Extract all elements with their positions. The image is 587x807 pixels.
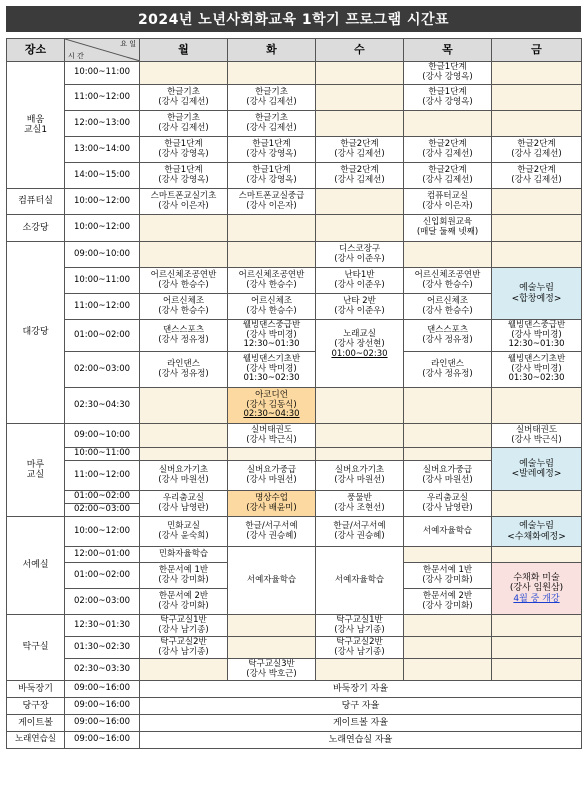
cell-class: 탁구교실2반 (강사 남기종) [316, 637, 404, 659]
cell-class: 어르신체조공연반 (강사 한승수) [228, 268, 316, 294]
cell-empty [228, 242, 316, 268]
cell-wellbeing-jung [228, 320, 316, 352]
class-name: 아코디언 [255, 389, 288, 400]
time-cell: 10:00~12:00 [65, 215, 140, 242]
cell-empty [140, 448, 228, 461]
class-teacher: (강사 장선현) [334, 338, 385, 349]
time-cell: 02:00~03:00 [65, 589, 140, 615]
cell-accordion [228, 388, 316, 424]
cell-class: 한글기초 (강사 김제선) [228, 111, 316, 137]
place-danggu: 당구장 [7, 698, 65, 715]
time-cell: 09:00~10:00 [65, 424, 140, 448]
place-baeum: 배움 교실1 [7, 62, 65, 189]
place-seoye: 서예실 [7, 517, 65, 615]
cell-class: 한글2단계 (강사 김제선) [492, 163, 582, 189]
time-cell: 11:00~12:00 [65, 85, 140, 111]
cell-danggu-jayul: 당구 자율 [140, 698, 582, 715]
cell-empty [228, 215, 316, 242]
header-yoil: 요 일 [120, 40, 136, 48]
cell-class: 탁구교실1반 (강사 남기종) [140, 615, 228, 637]
header-day-wed: 수 [316, 39, 404, 62]
cell-empty [404, 424, 492, 448]
time-cell: 11:00~12:00 [65, 461, 140, 491]
cell-class: 어르신체조 (강사 한승수) [228, 294, 316, 320]
cell-class: 실버태권도 (강사 박근식) [492, 424, 582, 448]
time-cell: 01:00~02:00 [65, 491, 140, 504]
cell-empty [492, 615, 582, 637]
cell-class: 서예자율학습 [228, 547, 316, 615]
cell-gateball-jayul: 게이트볼 자율 [140, 715, 582, 732]
cell-empty [140, 242, 228, 268]
class-open-date: 4월 중 개강 [513, 593, 560, 604]
cell-class: 댄스스포츠 (강사 정유정) [404, 320, 492, 352]
cell-class: 탁구교실2반 (강사 남기종) [140, 637, 228, 659]
cell-class: 실버요가기초 (강사 마원선) [316, 461, 404, 491]
cell-empty [492, 215, 582, 242]
table-row [7, 517, 582, 547]
cell-empty [404, 448, 492, 461]
cell-empty [228, 637, 316, 659]
place-baduk: 바둑장기 [7, 681, 65, 698]
cell-yesul-sucha: 예술누림 <수채화예정> [492, 517, 582, 547]
cell-class: 실버요가중급 (강사 마원선) [228, 461, 316, 491]
cell-class: 한글기초 (강사 김제선) [228, 85, 316, 111]
time-cell: 12:00~01:00 [65, 547, 140, 563]
cell-empty [140, 424, 228, 448]
time-cell: 09:00~16:00 [65, 715, 140, 732]
cell-empty [492, 388, 582, 424]
class-time: 12:30~01:30 [508, 339, 565, 350]
cell-class: 어르신체조공연반 (강사 한승수) [404, 268, 492, 294]
cell-class: 우리춤교실 (강사 남영란) [404, 491, 492, 517]
place-norae: 노래연습실 [7, 732, 65, 749]
cell-empty [404, 111, 492, 137]
cell-empty [140, 215, 228, 242]
cell-empty [228, 62, 316, 85]
class-name: 명상수업 [255, 492, 288, 503]
time-cell: 09:00~16:00 [65, 681, 140, 698]
class-teacher: (강사 김동식) [246, 399, 297, 410]
table-row [7, 388, 582, 424]
cell-empty [492, 637, 582, 659]
class-name: 웰빙댄스중급반 [242, 319, 301, 330]
time-cell: 14:00~15:00 [65, 163, 140, 189]
time-cell: 11:00~12:00 [65, 294, 140, 320]
cell-class: 실버요가중급 (강사 마원선) [404, 461, 492, 491]
place-maru: 마루 교실 [7, 424, 65, 517]
cell-empty [404, 659, 492, 681]
cell-class: 한글2단계 (강사 김제선) [316, 163, 404, 189]
place-sogangdang: 소강당 [7, 215, 65, 242]
cell-norae-gyosil [316, 320, 404, 388]
page-title: 2024년 노년사회화교육 1학기 프로그램 시간표 [6, 6, 581, 32]
place-computer: 컴퓨터실 [7, 189, 65, 215]
time-cell: 10:00~11:00 [65, 62, 140, 85]
table-row [7, 698, 582, 715]
class-name: 웰빙댄스기초반 [242, 353, 301, 364]
cell-empty [140, 659, 228, 681]
table-row [7, 681, 582, 698]
cell-baduk-jayul: 바둑장기 자율 [140, 681, 582, 698]
time-cell: 13:00~14:00 [65, 137, 140, 163]
table-row [7, 615, 582, 637]
cell-class: 한글1단계 (강사 강영옥) [404, 62, 492, 85]
time-cell: 01:00~02:00 [65, 563, 140, 589]
time-cell: 09:00~16:00 [65, 698, 140, 715]
class-teacher: (강사 박미경) [511, 329, 562, 340]
cell-class: 민화교실 (강사 윤숙희) [140, 517, 228, 547]
class-teacher: (강사 임원삼) [509, 583, 564, 594]
header-row [7, 39, 582, 62]
cell-class: 한문서예 2반 (강사 강미화) [404, 589, 492, 615]
cell-class: 한글기초 (강사 김제선) [140, 111, 228, 137]
header-day-mon: 월 [140, 39, 228, 62]
cell-empty [492, 85, 582, 111]
cell-empty [316, 85, 404, 111]
cell-class: 어르신체조공연반 (강사 한승수) [140, 268, 228, 294]
cell-class: 한글2단계 (강사 김제선) [404, 137, 492, 163]
class-time: 12:30~01:30 [243, 339, 300, 350]
cell-class: 한글2단계 (강사 김제선) [404, 163, 492, 189]
cell-empty [316, 388, 404, 424]
schedule-table [6, 38, 582, 749]
time-cell: 09:00~10:00 [65, 242, 140, 268]
cell-class: 한글1단계 (강사 강영옥) [140, 137, 228, 163]
cell-class: 한글/서구서예 (강사 권승혜) [228, 517, 316, 547]
cell-class: 실버요가기초 (강사 마원선) [140, 461, 228, 491]
cell-myeongsang [228, 491, 316, 517]
header-day-thu: 목 [404, 39, 492, 62]
cell-empty [316, 111, 404, 137]
cell-class: 한글1단계 (강사 강영옥) [228, 137, 316, 163]
cell-empty [404, 637, 492, 659]
table-row [7, 352, 582, 388]
cell-empty [492, 111, 582, 137]
header-diagonal [65, 39, 140, 62]
cell-empty [228, 448, 316, 461]
cell-empty [404, 547, 492, 563]
cell-empty [404, 388, 492, 424]
cell-empty [316, 424, 404, 448]
time-cell: 10:00~11:00 [65, 448, 140, 461]
cell-empty [316, 189, 404, 215]
table-row [7, 659, 582, 681]
table-row [7, 715, 582, 732]
time-cell: 02:00~03:00 [65, 352, 140, 388]
header-sigan: 시 간 [68, 51, 84, 60]
cell-class: 라인댄스 (강사 정유정) [404, 352, 492, 388]
cell-class: 스마트폰교실기초 (강사 이은자) [140, 189, 228, 215]
cell-class: 디스코장구 (강사 이준우) [316, 242, 404, 268]
cell-class: 어르신체조 (강사 한승수) [140, 294, 228, 320]
cell-class: 한글2단계 (강사 김제선) [492, 137, 582, 163]
cell-class: 라인댄스 (강사 정유정) [140, 352, 228, 388]
time-cell: 01:30~02:30 [65, 637, 140, 659]
time-cell: 02:30~04:30 [65, 388, 140, 424]
cell-empty [316, 62, 404, 85]
table-row [7, 137, 582, 163]
class-time: 01:00~02:30 [331, 348, 388, 359]
place-daegangdang: 대강당 [7, 242, 65, 424]
cell-empty [316, 448, 404, 461]
table-row [7, 448, 582, 461]
cell-class: 탁구교실1반 (강사 남기종) [316, 615, 404, 637]
class-name: 웰빙댄스기초반 [507, 353, 566, 364]
time-cell: 10:00~12:00 [65, 517, 140, 547]
cell-class: 컴퓨터교실 (강사 이은자) [404, 189, 492, 215]
cell-class: 한문서예 1반 (강사 강미화) [140, 563, 228, 589]
cell-class: 한글1단계 (강사 강영옥) [140, 163, 228, 189]
time-cell: 01:00~02:00 [65, 320, 140, 352]
cell-class: 탁구교실3반 (강사 박호근) [228, 659, 316, 681]
cell-empty [316, 659, 404, 681]
header-place: 장소 [7, 39, 65, 62]
time-cell: 12:30~01:30 [65, 615, 140, 637]
header-day-fri: 금 [492, 39, 582, 62]
class-teacher: (강사 배윤미) [246, 502, 297, 513]
cell-class: 우리춤교실 (강사 남영란) [140, 491, 228, 517]
cell-class: 한글1단계 (강사 강영옥) [404, 85, 492, 111]
time-cell: 02:00~03:00 [65, 504, 140, 517]
table-row [7, 215, 582, 242]
cell-wellbeing-gicho [228, 352, 316, 388]
cell-wellbeing-jung-fri [492, 320, 582, 352]
time-cell: 12:00~13:00 [65, 111, 140, 137]
class-name: 웰빙댄스중급반 [507, 319, 566, 330]
cell-norae-jayul: 노래연습실 자율 [140, 732, 582, 749]
place-gateball: 게이트볼 [7, 715, 65, 732]
cell-empty [228, 615, 316, 637]
cell-sucha [492, 563, 582, 615]
cell-class: 서예자율학습 [404, 517, 492, 547]
class-name: 수채화 미술 [513, 572, 560, 583]
cell-empty [404, 615, 492, 637]
table-row [7, 268, 582, 294]
cell-empty [492, 62, 582, 85]
cell-empty [492, 189, 582, 215]
table-row [7, 320, 582, 352]
table-row [7, 491, 582, 504]
cell-class: 한글2단계 (강사 김제선) [316, 137, 404, 163]
cell-class: 한글1단계 (강사 강영옥) [228, 163, 316, 189]
cell-class: 풍물반 (강사 조현선) [316, 491, 404, 517]
cell-class: 난타 2반 (강사 이준우) [316, 294, 404, 320]
table-row [7, 547, 582, 563]
class-teacher: (강사 박미경) [246, 329, 297, 340]
cell-empty [404, 242, 492, 268]
time-cell: 10:00~12:00 [65, 189, 140, 215]
class-time: 02:30~04:30 [243, 409, 300, 420]
cell-class: 민화자율학습 [140, 547, 228, 563]
table-row [7, 189, 582, 215]
table-row [7, 242, 582, 268]
class-time: 01:30~02:30 [508, 373, 565, 384]
cell-yesul-ballet: 예술누림 <발레예정> [492, 448, 582, 491]
place-takgu: 탁구실 [7, 615, 65, 681]
cell-class: 서예자율학습 [316, 547, 404, 615]
time-cell: 02:30~03:30 [65, 659, 140, 681]
table-row [7, 637, 582, 659]
cell-class: 실버태권도 (강사 박근식) [228, 424, 316, 448]
cell-empty [140, 388, 228, 424]
table-row [7, 163, 582, 189]
cell-empty [492, 242, 582, 268]
cell-class: 난타1반 (강사 이준우) [316, 268, 404, 294]
class-name: 노래교실 [343, 329, 376, 339]
schedule-table-wrapper [6, 38, 581, 749]
cell-yesul-hapchang: 예술누림 <합창예정> [492, 268, 582, 320]
cell-empty [316, 215, 404, 242]
header-day-tue: 화 [228, 39, 316, 62]
cell-class: 한문서예 2반 (강사 강미화) [140, 589, 228, 615]
time-cell: 09:00~16:00 [65, 732, 140, 749]
cell-class: 한글/서구서예 (강사 권승혜) [316, 517, 404, 547]
table-row [7, 732, 582, 749]
cell-class: 신입회원교육 (매달 둘째 넷째) [404, 215, 492, 242]
cell-class: 한문서예 1반 (강사 강미화) [404, 563, 492, 589]
table-row [7, 85, 582, 111]
table-row [7, 111, 582, 137]
cell-class: 스마트폰교실중급 (강사 이은자) [228, 189, 316, 215]
time-cell: 10:00~11:00 [65, 268, 140, 294]
cell-class: 어르신체조 (강사 한승수) [404, 294, 492, 320]
cell-empty [492, 491, 582, 517]
table-row [7, 424, 582, 448]
cell-class: 한글기초 (강사 김제선) [140, 85, 228, 111]
cell-wellbeing-gicho-fri [492, 352, 582, 388]
cell-empty [492, 659, 582, 681]
cell-class: 댄스스포츠 (강사 정유정) [140, 320, 228, 352]
class-teacher: (강사 박미경) [246, 363, 297, 374]
cell-empty [492, 547, 582, 563]
class-time: 01:30~02:30 [243, 373, 300, 384]
table-row [7, 62, 582, 85]
class-teacher: (강사 박미경) [511, 363, 562, 374]
cell-empty [140, 62, 228, 85]
